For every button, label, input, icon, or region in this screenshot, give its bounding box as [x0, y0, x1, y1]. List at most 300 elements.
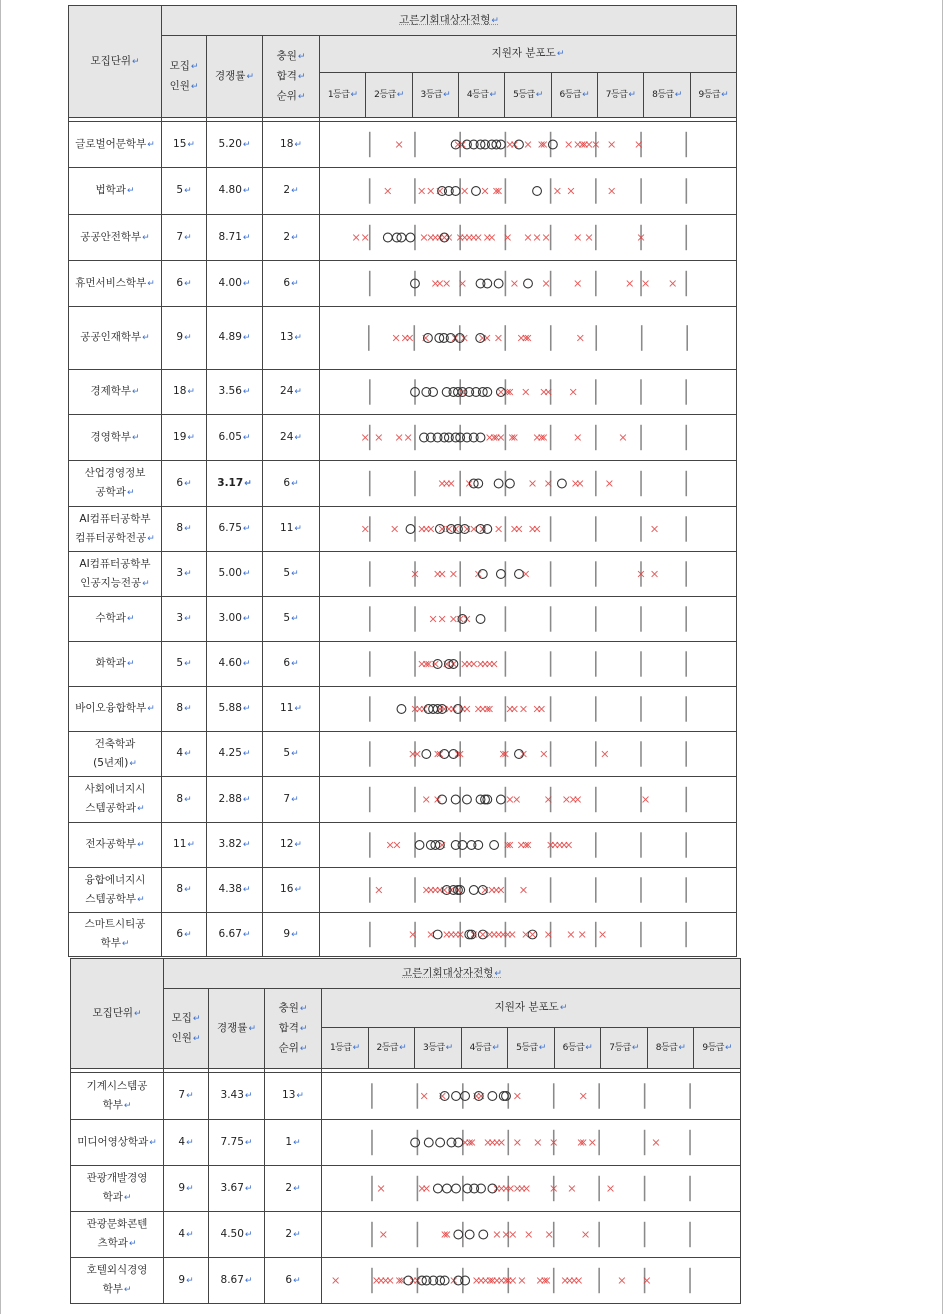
rank-cell — [263, 307, 320, 370]
applicant-cross-mark — [541, 751, 547, 757]
applicant-cross-mark — [428, 188, 434, 194]
applicant-cross-mark — [643, 281, 649, 287]
unit-name-line: 공공인재학부 ↵ — [69, 328, 161, 348]
accepted-circle-mark — [483, 525, 492, 534]
accepted-circle-mark — [433, 1184, 442, 1193]
accepted-circle-mark — [454, 1138, 463, 1147]
unit-name-line: 컴퓨터공학전공 ↵ — [69, 529, 161, 549]
applicant-cross-mark — [575, 797, 581, 803]
accepted-circle-mark — [436, 1138, 445, 1147]
applicant-cross-mark — [525, 142, 531, 148]
ratio-value: 7.75 ↵ — [221, 1136, 253, 1148]
grade-header — [366, 73, 412, 118]
applicant-cross-mark — [387, 1278, 393, 1284]
ratio-value: 4.89 ↵ — [219, 331, 251, 343]
distribution-plot — [320, 261, 737, 307]
applicant-cross-mark — [396, 142, 402, 148]
accepted-circle-mark — [438, 795, 447, 804]
unit-name-line: 휴먼서비스학부 ↵ — [69, 274, 161, 294]
quota-value: 6 ↵ — [176, 928, 191, 940]
quota-cell — [162, 507, 207, 552]
accepted-circle-mark — [494, 479, 503, 488]
quota-cell — [162, 732, 207, 777]
unit-name — [71, 1258, 164, 1304]
quota-value: 4 ↵ — [178, 1228, 193, 1240]
grade-header — [415, 1028, 462, 1069]
applicant-cross-mark — [421, 235, 427, 241]
grade-label: 5등급 ↵ — [516, 1043, 546, 1053]
table-row — [69, 732, 737, 777]
grade-label: 1등급 ↵ — [328, 90, 358, 100]
ratio-cell — [207, 868, 263, 913]
unit-name — [69, 687, 162, 732]
applicant-cross-mark — [523, 389, 529, 395]
accepted-circle-mark — [476, 334, 485, 343]
applicant-cross-mark — [437, 281, 443, 287]
grade-label: 5등급 ↵ — [513, 90, 543, 100]
ratio-value: 5.20 ↵ — [219, 138, 251, 150]
quota-cell — [162, 415, 207, 461]
applicant-cross-mark — [396, 435, 402, 441]
quota-cell — [164, 1212, 209, 1258]
applicant-cross-mark — [376, 435, 382, 441]
distribution-svg — [320, 597, 736, 641]
quota-value: 4 ↵ — [176, 747, 191, 759]
applicant-cross-mark — [521, 706, 527, 712]
grade-label: 8등급 ↵ — [656, 1043, 686, 1053]
accepted-circle-mark — [483, 279, 492, 288]
applicant-cross-mark — [498, 887, 504, 893]
applicant-cross-mark — [362, 526, 368, 532]
applicant-cross-mark — [495, 335, 501, 341]
accepted-circle-mark — [460, 525, 469, 534]
distribution-plot — [320, 122, 737, 168]
unit-name — [69, 507, 162, 552]
ratio-cell — [207, 597, 263, 642]
rank-value: 5 ↵ — [283, 567, 298, 579]
rank-cell — [263, 777, 320, 823]
table-row — [69, 461, 737, 507]
accepted-circle-mark — [423, 334, 432, 343]
quota-cell — [164, 1073, 209, 1120]
type-header — [164, 959, 741, 989]
unit-name-line: 관광문화콘텐 — [86, 1218, 148, 1230]
unit-name-line: 바이오융합학부 ↵ — [69, 699, 161, 719]
rank-cell — [263, 597, 320, 642]
accepted-circle-mark — [478, 886, 487, 895]
applicant-cross-mark — [471, 661, 477, 667]
grade-label: 6등급 ↵ — [563, 1043, 593, 1053]
applicant-cross-mark — [450, 616, 456, 622]
unit-name — [69, 868, 162, 913]
accepted-circle-mark — [452, 1092, 461, 1101]
table-row — [71, 1166, 741, 1212]
distribution-svg — [322, 1073, 740, 1119]
unit-name-line: 융합에너지시 — [84, 873, 146, 886]
applicant-cross-mark — [439, 616, 445, 622]
quota-value: 6 ↵ — [176, 277, 191, 289]
unit-name — [71, 1166, 164, 1212]
accepted-circle-mark — [488, 1092, 497, 1101]
accepted-circle-mark — [429, 388, 438, 397]
applicant-cross-mark — [362, 235, 368, 241]
table-row — [71, 1212, 741, 1258]
applicant-cross-mark — [419, 188, 425, 194]
applicant-cross-mark — [362, 435, 368, 441]
accepted-circle-mark — [383, 233, 392, 242]
unit-header — [69, 6, 162, 118]
applicant-cross-mark — [387, 842, 393, 848]
applicant-cross-mark — [583, 1232, 589, 1238]
applicant-cross-mark — [530, 481, 536, 487]
accepted-circle-mark — [446, 334, 455, 343]
distribution-plot — [320, 370, 737, 415]
applicant-cross-mark — [524, 1186, 530, 1192]
distribution-svg — [320, 868, 736, 912]
accepted-circle-mark — [499, 1092, 508, 1101]
ratio-header — [207, 36, 263, 118]
ratio-cell — [207, 552, 263, 597]
applicant-cross-mark — [539, 706, 545, 712]
unit-name-line: 학부 ↵ — [71, 1096, 163, 1116]
ratio-value: 3.56 ↵ — [219, 385, 251, 397]
unit-name-line: 화학과 ↵ — [69, 654, 161, 674]
rank-header-line: 충원 ↵ — [265, 999, 321, 1019]
unit-name-line: 스템공학과 ↵ — [69, 799, 161, 819]
accepted-circle-mark — [451, 140, 460, 149]
unit-name-line: AI컴퓨터공학부 — [79, 557, 151, 570]
applicant-cross-mark — [491, 661, 497, 667]
applicant-cross-mark — [393, 335, 399, 341]
grade-label: 4등급 ↵ — [470, 1043, 500, 1053]
table-row — [69, 215, 737, 261]
unit-name — [69, 415, 162, 461]
accepted-circle-mark — [558, 479, 567, 488]
accepted-circle-mark — [458, 841, 467, 850]
distribution-svg — [322, 1212, 740, 1257]
ratio-cell — [207, 687, 263, 732]
accepted-circle-mark — [435, 525, 444, 534]
ratio-cell — [209, 1120, 265, 1166]
ratio-value: 3.17 ↵ — [217, 477, 251, 489]
grade-label: 4등급 ↵ — [467, 90, 497, 100]
table-row — [69, 642, 737, 687]
quota-value: 9 ↵ — [178, 1182, 193, 1194]
rank-value: 6 ↵ — [283, 277, 298, 289]
ratio-cell — [207, 823, 263, 868]
applicant-cross-mark — [489, 235, 495, 241]
ratio-cell — [207, 215, 263, 261]
unit-name — [69, 370, 162, 415]
table-row — [69, 507, 737, 552]
table-row — [71, 1073, 741, 1120]
applicant-cross-mark — [606, 481, 612, 487]
rank-cell — [265, 1166, 322, 1212]
rank-value: 24 ↵ — [280, 385, 302, 397]
distribution-plot — [320, 307, 737, 370]
applicant-cross-mark — [392, 526, 398, 532]
grade-header — [551, 73, 597, 118]
applicant-cross-mark — [534, 235, 540, 241]
quota-value: 8 ↵ — [176, 702, 191, 714]
applicant-cross-mark — [464, 706, 470, 712]
ratio-cell — [207, 507, 263, 552]
unit-name-line: 학부 ↵ — [69, 934, 161, 954]
accepted-circle-mark — [424, 1138, 433, 1147]
applicant-cross-mark — [475, 235, 481, 241]
distribution-plot — [320, 168, 737, 215]
quota-value: 8 ↵ — [176, 883, 191, 895]
unit-name-line: 경영학부 ↵ — [69, 428, 161, 448]
table-row — [71, 1258, 741, 1304]
rank-value: 12 ↵ — [280, 838, 302, 850]
accepted-circle-mark — [451, 187, 460, 196]
unit-name — [69, 552, 162, 597]
grade-header — [601, 1028, 648, 1069]
grade-label: 9등급 ↵ — [698, 90, 728, 100]
table-row — [69, 777, 737, 823]
applicant-cross-mark — [569, 1186, 575, 1192]
accepted-circle-mark — [479, 1230, 488, 1239]
quota-value: 3 ↵ — [176, 612, 191, 624]
table-row — [69, 370, 737, 415]
distribution-plot — [320, 507, 737, 552]
applicant-cross-mark — [627, 281, 633, 287]
type-title: 고른기회대상자전형 ↵ — [402, 967, 502, 979]
accepted-circle-mark — [440, 1092, 449, 1101]
rank-cell — [263, 913, 320, 957]
rank-header-line: 합격 ↵ — [263, 67, 319, 87]
quota-cell — [162, 370, 207, 415]
accepted-circle-mark — [461, 1276, 470, 1285]
ratio-value: 2.88 ↵ — [219, 793, 251, 805]
applicant-cross-mark — [546, 1232, 552, 1238]
accepted-circle-mark — [404, 1276, 413, 1285]
rank-value: 18 ↵ — [280, 138, 302, 150]
rank-value: 6 ↵ — [283, 657, 298, 669]
distribution-plot — [320, 823, 737, 868]
table-row — [69, 868, 737, 913]
ratio-value: 3.67 ↵ — [221, 1182, 253, 1194]
grade-label: 1등급 ↵ — [330, 1043, 360, 1053]
applicant-cross-mark — [516, 526, 522, 532]
applicant-cross-mark — [543, 235, 549, 241]
accepted-circle-mark — [474, 1092, 483, 1101]
rank-cell — [263, 552, 320, 597]
applicant-cross-mark — [498, 389, 504, 395]
grade-header — [322, 1028, 369, 1069]
unit-name-line: AI컴퓨터공학부 — [79, 512, 151, 525]
applicant-cross-mark — [566, 142, 572, 148]
table-row — [69, 913, 737, 957]
distribution-plot — [320, 552, 737, 597]
distribution-plot — [320, 215, 737, 261]
ratio-value: 4.25 ↵ — [219, 747, 251, 759]
accepted-circle-mark — [411, 1138, 420, 1147]
unit-name-line: 학과 ↵ — [71, 1188, 163, 1208]
unit-name-line: 글로벌어문학부 ↵ — [69, 135, 161, 155]
accepted-circle-mark — [454, 1230, 463, 1239]
grade-header — [597, 73, 643, 118]
applicant-cross-mark — [576, 1278, 582, 1284]
applicant-cross-mark — [385, 188, 391, 194]
distribution-svg — [320, 215, 736, 260]
quota-cell — [162, 868, 207, 913]
grade-label: 3등급 ↵ — [420, 90, 450, 100]
quota-value: 8 ↵ — [176, 522, 191, 534]
unit-name-line: 산업경영정보 — [84, 467, 146, 479]
type-header — [162, 6, 737, 36]
distribution-plot — [320, 642, 737, 687]
accepted-circle-mark — [515, 750, 524, 759]
quota-value: 5 ↵ — [176, 657, 191, 669]
distribution-title: 지원자 분포도 ↵ — [492, 47, 565, 59]
grade-header — [554, 1028, 601, 1069]
accepted-circle-mark — [433, 660, 442, 669]
quota-cell — [164, 1258, 209, 1304]
rank-cell — [263, 122, 320, 168]
grade-label: 2등급 ↵ — [374, 90, 404, 100]
applicant-cross-mark — [534, 526, 540, 532]
grade-label: 7등급 ↵ — [609, 1043, 639, 1053]
quota-value: 8 ↵ — [176, 793, 191, 805]
grade-header — [368, 1028, 415, 1069]
rank-cell — [263, 823, 320, 868]
applicant-cross-mark — [620, 435, 626, 441]
accepted-circle-mark — [506, 479, 515, 488]
applicant-cross-mark — [509, 932, 515, 938]
unit-name — [71, 1073, 164, 1120]
quota-value: 19 ↵ — [173, 431, 195, 443]
unit-name-line: 건축학과 — [94, 737, 136, 750]
quota-value: 18 ↵ — [173, 385, 195, 397]
ratio-cell — [207, 415, 263, 461]
rank-cell — [263, 215, 320, 261]
applicant-cross-mark — [652, 526, 658, 532]
admission-table-2 — [70, 958, 741, 1304]
rank-cell — [265, 1258, 322, 1304]
applicant-cross-mark — [609, 142, 615, 148]
unit-name-line: 공공안전학부 ↵ — [69, 228, 161, 248]
table-row — [71, 1120, 741, 1166]
applicant-cross-mark — [510, 1232, 516, 1238]
distribution-plot — [322, 1166, 741, 1212]
quota-cell — [164, 1120, 209, 1166]
table-row — [69, 261, 737, 307]
rank-header-line: 순위 ↵ — [265, 1039, 321, 1059]
applicant-cross-mark — [554, 188, 560, 194]
table-row — [69, 168, 737, 215]
ratio-cell — [207, 732, 263, 777]
accepted-circle-mark — [406, 233, 415, 242]
distribution-svg — [320, 687, 736, 731]
ratio-value: 4.00 ↵ — [219, 277, 251, 289]
unit-name-line: 사회에너지시 — [84, 783, 146, 795]
distribution-svg — [320, 261, 736, 306]
accepted-circle-mark — [490, 841, 499, 850]
accepted-circle-mark — [476, 433, 485, 442]
quota-cell — [162, 913, 207, 957]
type-title: 고른기회대상자전형 ↵ — [399, 14, 499, 26]
unit-header-label: 모집단위 ↵ — [92, 1007, 141, 1019]
unit-name-line: (5년제) ↵ — [69, 754, 161, 774]
applicant-cross-mark — [526, 1232, 532, 1238]
rank-cell — [263, 687, 320, 732]
applicant-cross-mark — [480, 932, 486, 938]
quota-cell — [162, 122, 207, 168]
rank-value: 24 ↵ — [280, 431, 302, 443]
applicant-cross-mark — [535, 1140, 541, 1146]
grade-label: 6등급 ↵ — [559, 90, 589, 100]
table-row — [69, 307, 737, 370]
grade-header — [508, 1028, 555, 1069]
unit-name — [69, 913, 162, 957]
rank-value: 2 ↵ — [283, 184, 298, 196]
distribution-plot — [322, 1120, 741, 1166]
quota-value: 5 ↵ — [176, 184, 191, 196]
unit-name-line: 츠학과 ↵ — [71, 1234, 163, 1254]
rank-value: 6 ↵ — [285, 1274, 300, 1286]
rank-value: 2 ↵ — [285, 1228, 300, 1240]
accepted-circle-mark — [443, 1184, 452, 1193]
unit-name — [69, 777, 162, 823]
accepted-circle-mark — [415, 841, 424, 850]
table-row — [69, 687, 737, 732]
rank-header — [265, 989, 322, 1069]
unit-name — [69, 597, 162, 642]
rank-cell — [263, 370, 320, 415]
grade-header — [647, 1028, 694, 1069]
distribution-svg — [320, 732, 736, 776]
applicant-cross-mark — [423, 797, 429, 803]
quota-cell — [162, 642, 207, 687]
applicant-cross-mark — [575, 435, 581, 441]
rank-value: 11 ↵ — [280, 702, 302, 714]
applicant-cross-mark — [564, 797, 570, 803]
applicant-cross-mark — [575, 235, 581, 241]
rank-value: 2 ↵ — [283, 231, 298, 243]
quota-value: 7 ↵ — [178, 1089, 193, 1101]
unit-name-line: 전자공학부 ↵ — [69, 835, 161, 855]
applicant-cross-mark — [494, 1232, 500, 1238]
applicant-cross-mark — [378, 1186, 384, 1192]
accepted-circle-mark — [533, 187, 542, 196]
quota-value: 7 ↵ — [176, 231, 191, 243]
ratio-cell — [207, 642, 263, 687]
distribution-svg — [320, 823, 736, 867]
grade-label: 3등급 ↵ — [423, 1043, 453, 1053]
applicant-cross-mark — [525, 235, 531, 241]
quota-value: 6 ↵ — [176, 477, 191, 489]
applicant-cross-mark — [643, 797, 649, 803]
applicant-cross-mark — [428, 526, 434, 532]
unit-name-line: 법학과 ↵ — [69, 181, 161, 201]
accepted-circle-mark — [548, 140, 557, 149]
accepted-circle-mark — [463, 795, 472, 804]
table-row — [69, 552, 737, 597]
ratio-cell — [207, 122, 263, 168]
quota-cell — [162, 777, 207, 823]
rank-cell — [263, 461, 320, 507]
ratio-value: 8.71 ↵ — [219, 231, 251, 243]
unit-name — [69, 122, 162, 168]
accepted-circle-mark — [465, 930, 474, 939]
quota-cell — [162, 823, 207, 868]
quota-value: 11 ↵ — [173, 838, 195, 850]
distribution-svg — [320, 913, 736, 956]
quota-cell — [162, 597, 207, 642]
accepted-circle-mark — [449, 750, 458, 759]
